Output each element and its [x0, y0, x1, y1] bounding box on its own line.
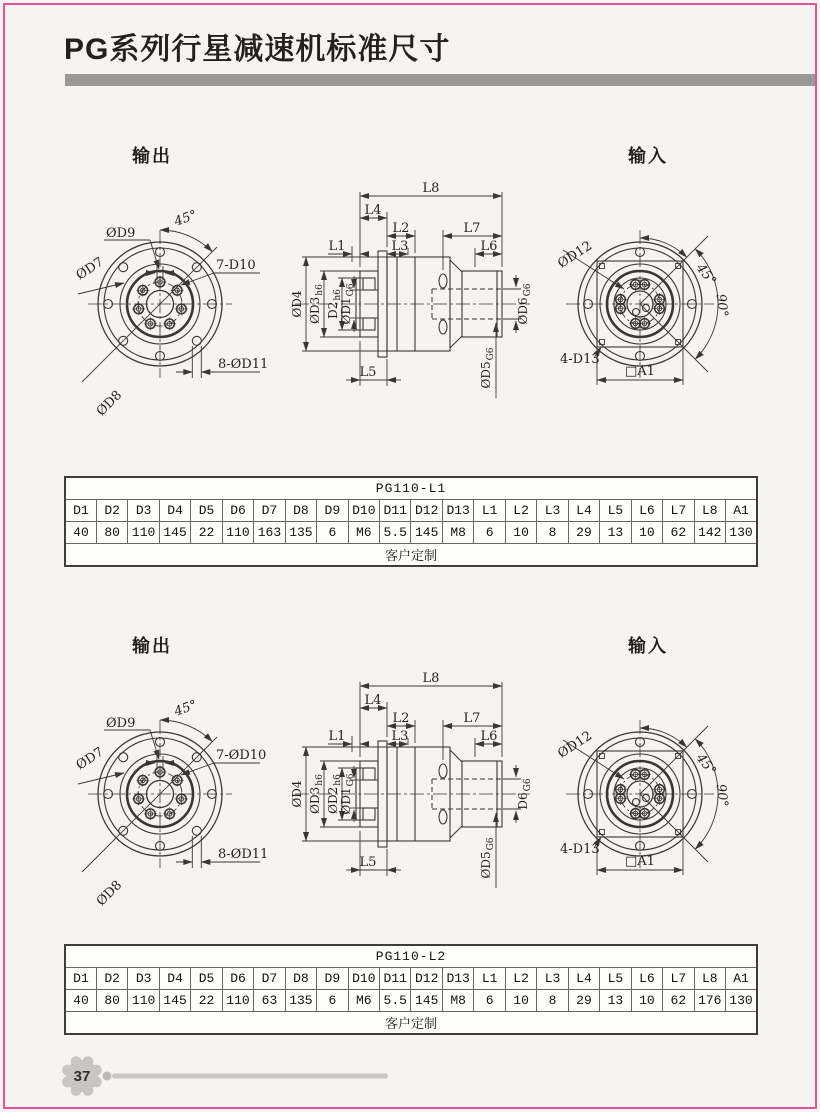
dim-label-angle45-output: 45°: [172, 207, 200, 230]
column-header: D4: [159, 968, 190, 990]
column-header: A1: [726, 500, 757, 522]
column-header: L3: [537, 500, 568, 522]
dim-label-l7: L7: [463, 711, 481, 726]
dim-label-l1: L1: [328, 239, 346, 254]
dim-label-d4: ØD4: [290, 780, 304, 808]
column-header: L3: [537, 968, 568, 990]
dim-label-d6: $ØD6_{G6}$: [516, 283, 533, 325]
dim-label-l1: L1: [328, 729, 346, 744]
table-cell: 6: [474, 522, 505, 544]
dim-label-d10: 7-ØD10: [216, 748, 267, 763]
table-cell: 130: [726, 522, 757, 544]
column-header: D5: [191, 968, 222, 990]
column-header: D8: [285, 968, 316, 990]
dim-label-l2: L2: [392, 221, 410, 236]
dim-label-angle45-output: 45°: [172, 697, 200, 720]
column-header: D7: [254, 500, 285, 522]
dim-label-l6: L6: [480, 729, 498, 744]
column-header: D7: [254, 968, 285, 990]
table-cell: 176: [694, 990, 725, 1012]
column-header: L1: [474, 968, 505, 990]
spec-table-pg110-l2: [64, 944, 758, 1035]
table-cell: 8: [537, 990, 568, 1012]
table-cell: 130: [726, 990, 757, 1012]
table-cell: 110: [128, 522, 159, 544]
column-header: D13: [442, 500, 473, 522]
column-header: D12: [411, 500, 442, 522]
page-number: 37: [73, 1068, 91, 1085]
table-cell: 5.5: [380, 990, 411, 1012]
dim-label-l3: L3: [391, 239, 409, 254]
section-view: [290, 181, 533, 398]
table-cell: 10: [631, 990, 662, 1012]
drawing-canvas: [60, 656, 780, 941]
table-cell: 80: [96, 522, 127, 544]
dim-label-l8: L8: [422, 671, 440, 686]
dim-label-d13: 4-D13: [560, 352, 600, 367]
input-flange-view: [555, 230, 730, 385]
technical-drawing: [60, 166, 780, 446]
dim-label-l4: L4: [364, 693, 382, 708]
table-cell: M8: [442, 990, 473, 1012]
table-cell: 13: [600, 990, 631, 1012]
title-rule: [65, 74, 815, 86]
table-cell: 145: [159, 522, 190, 544]
column-header: D9: [317, 500, 348, 522]
column-header: L5: [600, 500, 631, 522]
dim-label-a1: □A1: [625, 364, 655, 379]
table-cell: 40: [65, 990, 96, 1012]
dim-label-d13: 4-D13: [560, 842, 600, 857]
dim-label-d6: $D6_{G6}$: [516, 778, 533, 810]
table-cell: 29: [568, 522, 599, 544]
table-cell: 135: [285, 522, 316, 544]
column-header: L1: [474, 500, 505, 522]
table-cell: 22: [191, 522, 222, 544]
table-cell: 10: [505, 522, 536, 544]
dim-label-a1: □A1: [625, 854, 655, 869]
table-footer-note: 客户定制: [65, 544, 757, 567]
table-cell: 62: [663, 990, 694, 1012]
spec-table: [64, 476, 758, 567]
column-header: L4: [568, 500, 599, 522]
column-header: D9: [317, 968, 348, 990]
dim-label-angle90-input: 90°: [712, 783, 731, 808]
page-title: PG系列行星减速机标准尺寸: [64, 33, 451, 66]
table-cell: 10: [631, 522, 662, 544]
column-header: D10: [348, 500, 379, 522]
column-header: D13: [442, 968, 473, 990]
column-header: L7: [663, 968, 694, 990]
dim-label-angle45-input: 45°: [692, 751, 719, 779]
dim-label-d9: ØD9: [106, 226, 136, 241]
column-header: D12: [411, 968, 442, 990]
dim-label-d5: $ØD5_{G6}$: [479, 837, 496, 879]
table-cell: 163: [254, 522, 285, 544]
input-flange-view: [555, 720, 730, 875]
output-view-label: 输出: [132, 146, 172, 166]
table-cell: 13: [600, 522, 631, 544]
footer-line: [112, 1074, 388, 1079]
table-cell: 110: [222, 990, 253, 1012]
table-cell: 62: [663, 522, 694, 544]
output-flange-view: [74, 698, 269, 909]
table-cell: 6: [317, 522, 348, 544]
table-cell: 110: [128, 990, 159, 1012]
column-header: D8: [285, 500, 316, 522]
column-header: D1: [65, 500, 96, 522]
table-cell: 145: [411, 990, 442, 1012]
column-header: L4: [568, 968, 599, 990]
column-header: D11: [380, 500, 411, 522]
dim-label-angle90-input: 90°: [712, 293, 731, 318]
spec-table-pg110-l1: [64, 476, 758, 567]
page-number-gear: [62, 1056, 102, 1096]
dim-label-l3: L3: [391, 729, 409, 744]
column-header: L2: [505, 968, 536, 990]
dim-label-l5: L5: [359, 365, 377, 380]
column-header: D6: [222, 968, 253, 990]
dim-label-d7: ØD7: [73, 744, 107, 774]
column-header: L5: [600, 968, 631, 990]
table-cell: 8: [537, 522, 568, 544]
table-title: PG110-L1: [65, 477, 757, 500]
input-view-label: 输入: [628, 636, 668, 656]
table-cell: 22: [191, 990, 222, 1012]
table-cell: 145: [159, 990, 190, 1012]
dim-label-d9: ØD9: [106, 716, 136, 731]
spec-table: [64, 944, 758, 1035]
dim-label-d10: 7-D10: [216, 258, 256, 273]
dim-label-d7: ØD7: [73, 254, 107, 284]
column-header: D10: [348, 968, 379, 990]
table-cell: 63: [254, 990, 285, 1012]
column-header: D3: [128, 968, 159, 990]
column-header: L2: [505, 500, 536, 522]
drawing-canvas: [60, 166, 780, 451]
footer-dot: [103, 1072, 112, 1081]
dim-label-d5: $ØD5_{G6}$: [479, 347, 496, 389]
dim-label-d12: ØD12: [555, 728, 595, 762]
column-header: D6: [222, 500, 253, 522]
table-cell: M8: [442, 522, 473, 544]
table-cell: 142: [694, 522, 725, 544]
dim-label-l6: L6: [480, 239, 498, 254]
table-cell: M6: [348, 522, 379, 544]
page-footer: [58, 1054, 398, 1105]
dim-label-d2: $D2_{h6}$: [326, 289, 343, 319]
column-header: A1: [726, 968, 757, 990]
dim-label-d12: ØD12: [555, 238, 595, 272]
column-header: D5: [191, 500, 222, 522]
dim-label-d8: ØD8: [93, 387, 126, 420]
column-header: D1: [65, 968, 96, 990]
section-view: [290, 671, 533, 888]
dim-label-d2: $ØD2_{h6}$: [326, 774, 343, 814]
dim-label-l8: L8: [422, 181, 440, 196]
table-cell: M6: [348, 990, 379, 1012]
table-cell: 6: [474, 990, 505, 1012]
table-title: PG110-L2: [65, 945, 757, 968]
column-header: D3: [128, 500, 159, 522]
column-header: L7: [663, 500, 694, 522]
table-cell: 80: [96, 990, 127, 1012]
output-flange-view: [74, 208, 269, 419]
dim-label-d1: $ØD1_{G6}$: [339, 773, 356, 815]
table-cell: 6: [317, 990, 348, 1012]
dim-label-d8: ØD8: [93, 877, 126, 910]
dim-label-l4: L4: [364, 203, 382, 218]
column-header: D11: [380, 968, 411, 990]
drawing-set-2: [60, 630, 780, 940]
column-header: L6: [631, 500, 662, 522]
column-header: L8: [694, 968, 725, 990]
dim-label-d4: ØD4: [290, 290, 304, 318]
dim-label-l7: L7: [463, 221, 481, 236]
table-cell: 10: [505, 990, 536, 1012]
column-header: D2: [96, 968, 127, 990]
output-view-label: 输出: [132, 636, 172, 656]
table-footer-note: 客户定制: [65, 1012, 757, 1035]
dim-label-d3: $ØD3_{h6}$: [308, 774, 325, 814]
table-cell: 110: [222, 522, 253, 544]
dim-label-l2: L2: [392, 711, 410, 726]
dim-label-l5: L5: [359, 855, 377, 870]
table-cell: 40: [65, 522, 96, 544]
dim-label-d1: $ØD1_{G6}$: [339, 283, 356, 325]
dim-label-angle45-input: 45°: [692, 261, 719, 289]
technical-drawing: [60, 656, 780, 936]
table-cell: 29: [568, 990, 599, 1012]
column-header: D4: [159, 500, 190, 522]
dim-label-d11: 8-ØD11: [218, 357, 269, 372]
drawing-set-1: [60, 140, 780, 450]
column-header: L8: [694, 500, 725, 522]
table-cell: 5.5: [380, 522, 411, 544]
column-header: D2: [96, 500, 127, 522]
column-header: L6: [631, 968, 662, 990]
dim-label-d3: $ØD3_{h6}$: [308, 284, 325, 324]
table-cell: 135: [285, 990, 316, 1012]
input-view-label: 输入: [628, 146, 668, 166]
table-cell: 145: [411, 522, 442, 544]
dim-label-d11: 8-ØD11: [218, 847, 269, 862]
